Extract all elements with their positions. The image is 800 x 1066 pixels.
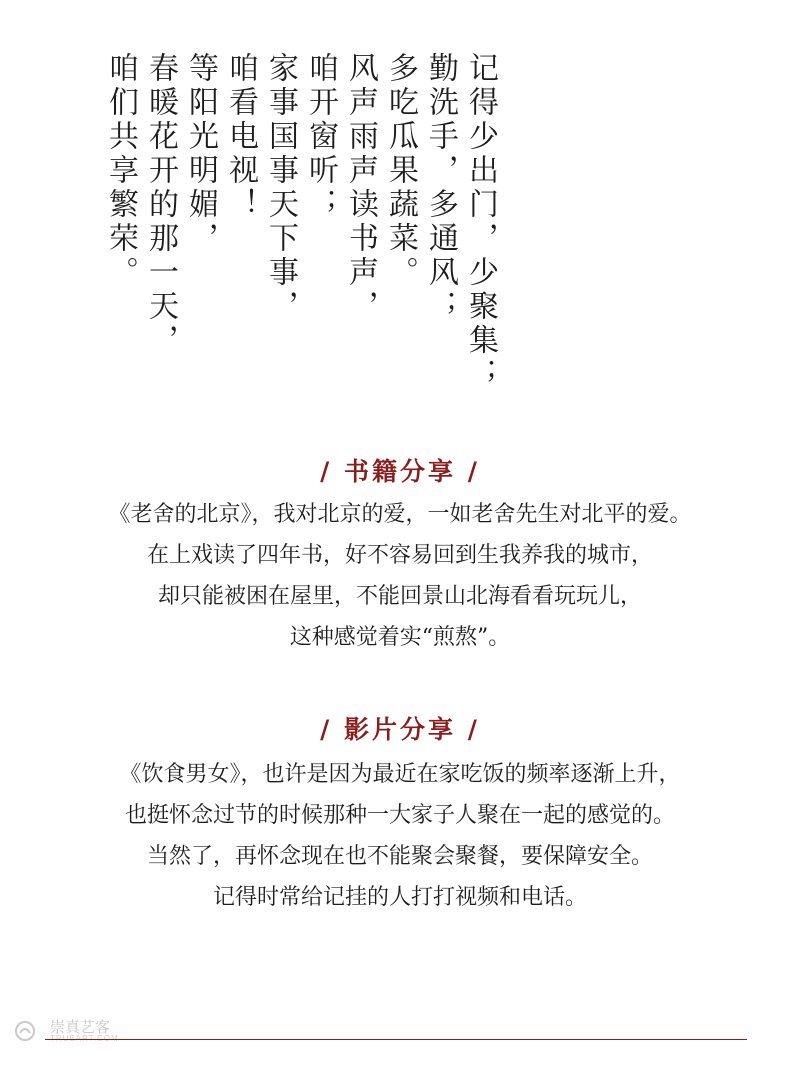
poem-line: 春暖花开的那一天，	[143, 52, 178, 358]
paragraph-line: 当然了，再怀念现在也不能聚会聚餐，要保障安全。	[146, 844, 653, 869]
paragraph-line: 也挺怀念过节的时候那种一大家子人聚在一起的感觉的。	[124, 803, 675, 828]
poem-line: 咱们共享繁荣。	[103, 52, 138, 290]
poem-line: 家事国事天下事，	[263, 52, 298, 324]
poem-line: 风声雨声读书声，	[343, 52, 378, 324]
poem-line: 咱看电视！	[223, 52, 258, 222]
paragraph-line: 在上戏读了四年书，好不容易回到生我养我的城市，	[146, 543, 653, 568]
paragraph-line: 记得时常给记挂的人打打视频和电话。	[212, 885, 587, 910]
film-section-title: / 影片分享 /	[320, 715, 480, 744]
film-section-paragraph	[0, 754, 800, 918]
paragraph-line: 却只能被困在屋里，不能回景山北海看看玩玩儿，	[157, 584, 642, 609]
book-section-title: / 书籍分享 /	[320, 457, 480, 486]
poem-line: 咱开窗听；	[303, 52, 338, 222]
footer-divider	[45, 1039, 747, 1040]
paragraph-line: 《老舍的北京》，我对北京的爱，一如老舍先生对北平的爱。	[108, 502, 692, 527]
paragraph-line: 这种感觉着实“煎熬”。	[289, 625, 511, 650]
poem-line: 多吃瓜果蔬菜。	[383, 52, 418, 290]
vertical-poem	[100, 52, 500, 392]
poem-line: 等阳光明媚，	[183, 52, 218, 256]
watermark	[14, 1016, 154, 1046]
poem-line: 记得少出门，少聚集；	[463, 52, 498, 392]
poem-line: 勤洗手，多通风；	[423, 52, 458, 324]
book-section-paragraph	[0, 494, 800, 658]
trueart-logo-icon	[14, 1020, 36, 1042]
watermark-text: 崇真艺客	[50, 1019, 111, 1036]
paragraph-line: 《饮食男女》，也许是因为最近在家吃饭的频率逐渐上升，	[119, 762, 681, 787]
